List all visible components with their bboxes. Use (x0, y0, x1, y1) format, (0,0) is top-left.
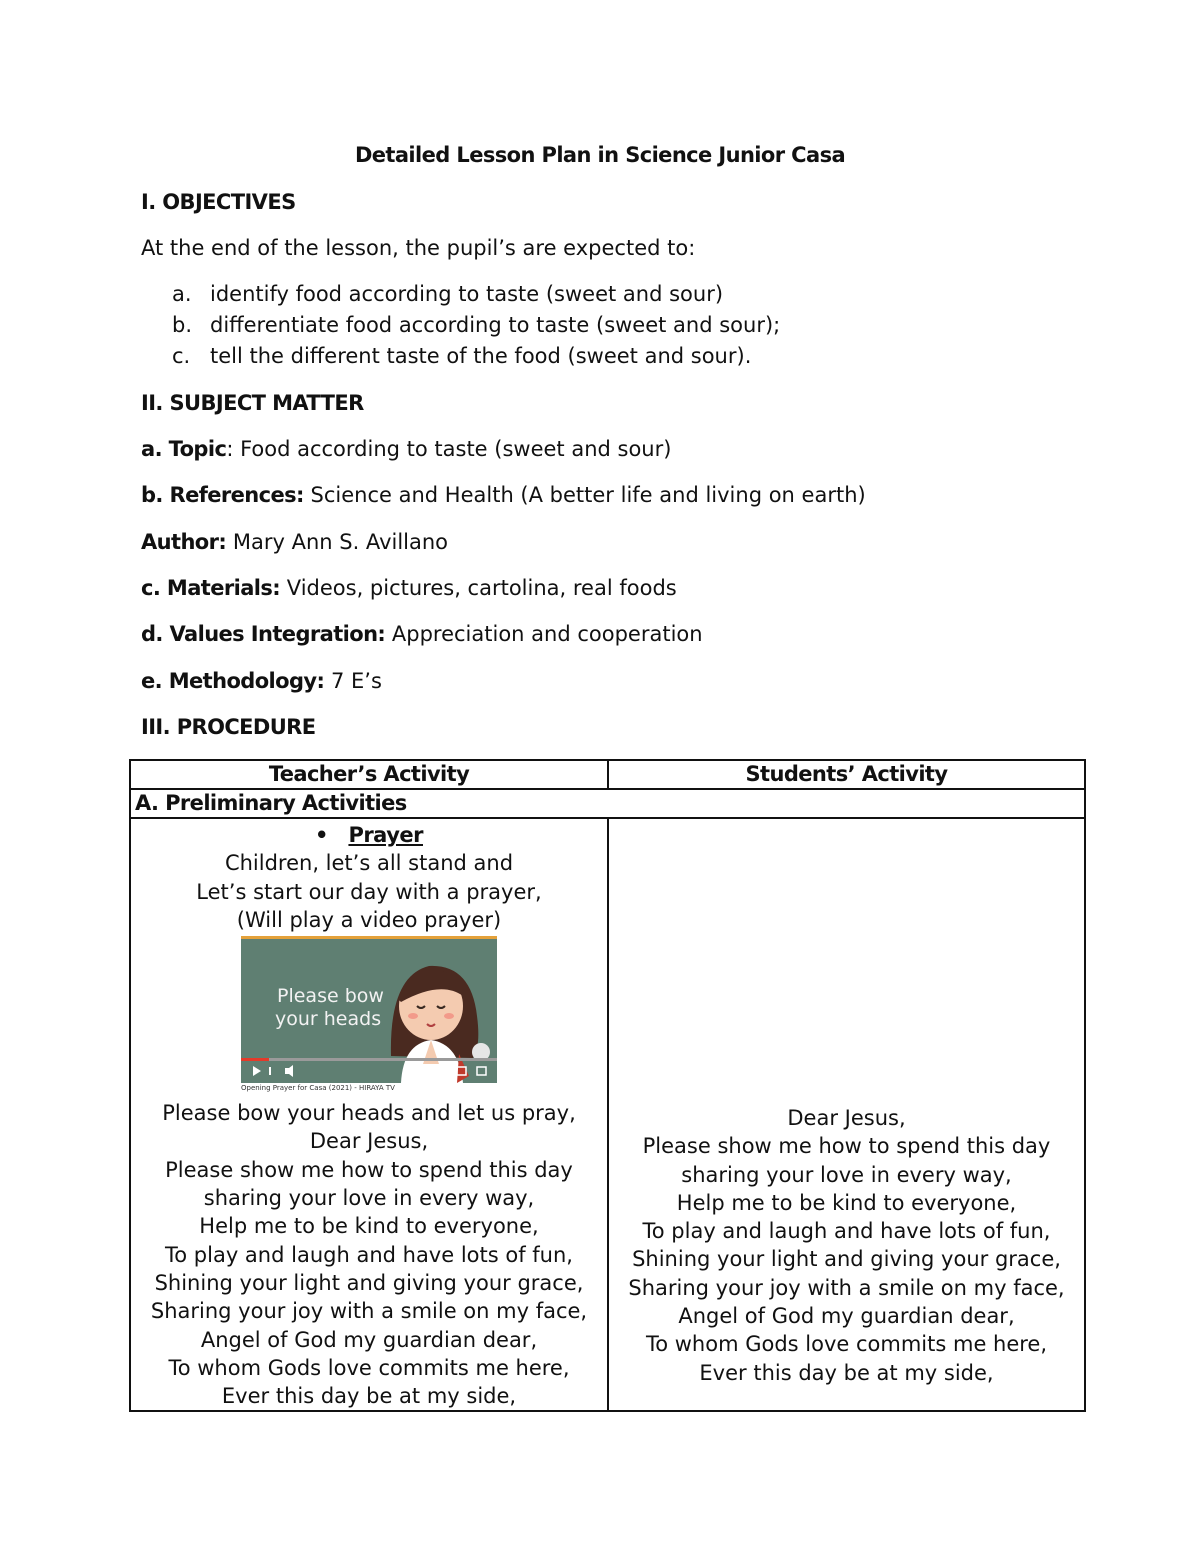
teacher-prayer-line: Ever this day be at my side, (221, 1384, 517, 1409)
teacher-prayer-line: To whom Gods love commits me here, (168, 1355, 570, 1380)
methodology-value: 7 E’s (324, 669, 382, 693)
prayer-title-line (131, 821, 607, 849)
teacher-prayer-line: Please bow your heads and let us pray, (162, 1101, 576, 1126)
topic-line (141, 437, 671, 461)
student-prayer-line: Ever this day be at my side, (699, 1360, 994, 1385)
student-prayer-line: Please show me how to spend this day (642, 1134, 1051, 1159)
student-prayer-line: sharing your love in every way, (681, 1162, 1012, 1187)
objective-text: identify food according to taste (sweet and sour) (210, 282, 724, 306)
student-prayer-line: Help me to be kind to everyone, (676, 1190, 1017, 1215)
author-line (141, 530, 448, 554)
teacher-prayer-line: Shining your light and giving your grace, (154, 1270, 584, 1295)
objective-letter: a. (172, 282, 192, 306)
objective-item (172, 344, 751, 368)
student-prayer-line: Dear Jesus, (787, 1106, 906, 1130)
values-value: Appreciation and cooperation (385, 622, 703, 646)
teacher-prayer-line: sharing your love in every way, (203, 1186, 535, 1211)
objectives-intro: At the end of the lesson, the pupil’s are expected to: (141, 236, 696, 260)
teacher-intro-line: Let’s start our day with a prayer, (196, 879, 542, 904)
document-title: Detailed Lesson Plan in Science Junior Casa (354, 143, 846, 167)
teacher-prayer-line: Sharing your joy with a smile on my face, (150, 1299, 588, 1324)
video-progress-track[interactable] (241, 1058, 497, 1061)
teacher-prayer-line: Angel of God my guardian dear, (200, 1327, 538, 1352)
student-activity-cell (608, 818, 1085, 1411)
teacher-column-header: Teacher’s Activity (130, 760, 608, 789)
topic-value: : Food according to taste (sweet and sour) (226, 437, 672, 461)
bullet-icon: • (315, 823, 329, 847)
procedure-heading: III. PROCEDURE (141, 715, 316, 739)
video-caption: Opening Prayer for Casa (2021) - HIRAYA TV (241, 1084, 395, 1093)
teacher-intro-line: (Will play a video prayer) (236, 907, 502, 932)
references-label: b. References: (141, 483, 304, 507)
materials-label: c. Materials: (141, 576, 281, 600)
student-prayer-line: Sharing your joy with a smile on my face, (628, 1275, 1065, 1300)
objective-text: tell the different taste of the food (sweet and sour). (210, 344, 752, 368)
video-overlay-line1: Please bow (277, 985, 384, 1008)
author-label: Author: (141, 530, 227, 554)
objectives-heading: I. OBJECTIVES (141, 190, 296, 214)
prayer-video-thumbnail[interactable] (241, 936, 497, 1083)
teacher-prayer-line: Please show me how to spend this day (165, 1157, 573, 1182)
values-label: d. Values Integration: (141, 622, 386, 646)
section-row (130, 789, 1085, 818)
teacher-prayer-line: To play and laugh and have lots of fun, (165, 1242, 573, 1267)
settings-icon[interactable] (439, 1067, 447, 1075)
values-line (141, 622, 703, 646)
references-value: Science and Health (A better life and living on earth) (303, 483, 866, 507)
student-prayer-block (609, 1104, 1084, 1387)
objective-item (172, 313, 780, 337)
video-progress-fill (241, 1058, 269, 1061)
table-header-row (130, 760, 1085, 789)
methodology-line (141, 669, 382, 693)
student-prayer-line: To play and laugh and have lots of fun, (642, 1219, 1051, 1244)
objective-letter: b. (172, 313, 193, 337)
video-overlay-line2: your heads (275, 1008, 382, 1031)
student-column-header: Students’ Activity (608, 760, 1085, 789)
next-icon[interactable] (269, 1067, 271, 1075)
teacher-prayer-line: Help me to be kind to everyone, (199, 1214, 539, 1239)
prayer-title: Prayer (348, 823, 423, 847)
references-line (141, 483, 866, 507)
topic-label: a. Topic (141, 437, 227, 461)
procedure-table (129, 759, 1086, 1412)
student-prayer-line: To whom Gods love commits me here, (645, 1332, 1048, 1357)
teacher-intro-line: Children, let’s all stand and (224, 851, 514, 876)
table-row (130, 818, 1085, 1411)
section-heading: A. Preliminary Activities (130, 789, 1085, 818)
captions-icon[interactable] (421, 1067, 429, 1075)
objective-letter: c. (172, 344, 191, 368)
teacher-activity-cell (130, 818, 608, 1411)
student-prayer-line: Shining your light and giving your grace, (632, 1247, 1061, 1272)
objective-text: differentiate food according to taste (sweet and sour); (210, 313, 781, 337)
objective-item (172, 282, 723, 306)
subject-matter-heading: II. SUBJECT MATTER (141, 391, 364, 415)
student-prayer-line: Angel of God my guardian dear, (678, 1304, 1015, 1329)
methodology-label: e. Methodology: (141, 669, 325, 693)
author-value: Mary Ann S. Avillano (226, 530, 449, 554)
video-top-border (241, 936, 497, 939)
materials-value: Videos, pictures, cartolina, real foods (280, 576, 677, 600)
teacher-prayer-line: Dear Jesus, (309, 1129, 429, 1154)
materials-line (141, 576, 677, 600)
